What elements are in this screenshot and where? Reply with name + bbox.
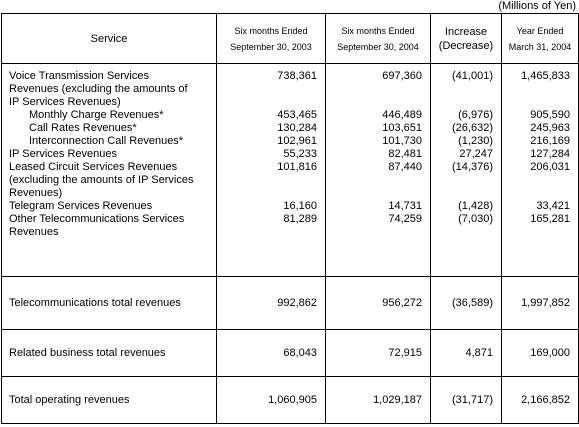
detail-col-increase [431,64,502,277]
header-h1-2003: Six months Ended September 30, 2003 [217,14,326,64]
header-row [2,14,579,64]
cell: 169,000 [502,330,579,377]
cell: 101,816 [277,161,317,173]
label-telegram: Telegram Services Revenues [9,200,153,212]
cell: 72,915 [326,330,431,377]
cell: 127,284 [530,148,570,160]
header-year-ended: Year Ended March 31, 2004 [502,14,579,64]
label-leased-l3: Revenues) [9,187,63,199]
cell: 992,862 [217,277,326,330]
cell: 102,961 [277,135,317,147]
cell: 87,440 [388,161,422,173]
label-leased-l1: Leased Circuit Services Revenues [9,161,178,173]
label-other-l1: Other Telecommunications Services [9,213,185,225]
label-voice-l3: IP Services Revenues) [9,96,121,108]
cell: (6,976) [458,109,493,121]
detail-block [2,64,579,277]
cell: 68,043 [217,330,326,377]
cell: 4,871 [431,330,502,377]
label-related-total: Related business total revenues [2,330,217,377]
cell: 1,465,833 [521,70,570,82]
cell: 55,233 [283,148,317,160]
label-other-l2: Revenues [9,226,59,238]
label-ip: IP Services Revenues [9,148,118,160]
cell: 245,963 [530,122,570,134]
cell: 216,169 [530,135,570,147]
cell: 81,289 [283,213,317,225]
cell: 1,997,852 [502,277,579,330]
cell: 33,421 [536,200,570,212]
cell: 101,730 [382,135,422,147]
cell: 738,361 [277,70,317,82]
cell: 74,259 [388,213,422,225]
label-call-rates: Call Rates Revenues* [29,122,137,134]
cell: 453,465 [277,109,317,121]
row-related-total [2,330,579,377]
cell: 206,031 [530,161,570,173]
detail-col-h1-2004 [326,64,431,277]
revenue-table [1,13,579,424]
cell: (36,589) [431,277,502,330]
cell: 165,281 [530,213,570,225]
header-increase: Increase (Decrease) [431,14,502,64]
cell: 905,590 [530,109,570,121]
label-voice-l1: Voice Transmission Services [9,70,149,82]
cell: 82,481 [388,148,422,160]
cell: 1,029,187 [326,377,431,424]
label-telecom-total: Telecommunications total revenues [2,277,217,330]
header-h1-2004: Six months Ended September 30, 2004 [326,14,431,64]
cell: 130,284 [277,122,317,134]
row-operating-total [2,377,579,424]
unit-label: (Millions of Yen) [498,0,576,12]
label-voice-l2: Revenues (excluding the amounts of [9,83,188,95]
label-monthly: Monthly Charge Revenues* [29,109,164,121]
cell: 2,166,852 [502,377,579,424]
detail-labels [2,64,217,277]
label-leased-l2: (excluding the amounts of IP Services [9,174,194,186]
label-interconnection: Interconnection Call Revenues* [29,135,184,147]
header-service: Service [2,14,217,64]
row-telecom-total [2,277,579,330]
label-operating-total: Total operating revenues [2,377,217,424]
cell: (14,376) [452,161,493,173]
cell: (7,030) [458,213,493,225]
cell: (1,230) [458,135,493,147]
cell: 446,489 [382,109,422,121]
detail-col-year-ended [502,64,579,277]
cell: (1,428) [458,200,493,212]
cell: (41,001) [452,70,493,82]
cell: 1,060,905 [217,377,326,424]
detail-col-h1-2003 [217,64,326,277]
cell: 16,160 [283,200,317,212]
cell: 103,651 [382,122,422,134]
cell: 27,247 [459,148,493,160]
cell: (26,632) [452,122,493,134]
cell: (31,717) [431,377,502,424]
cell: 697,360 [382,70,422,82]
cell: 956,272 [326,277,431,330]
cell: 14,731 [388,200,422,212]
